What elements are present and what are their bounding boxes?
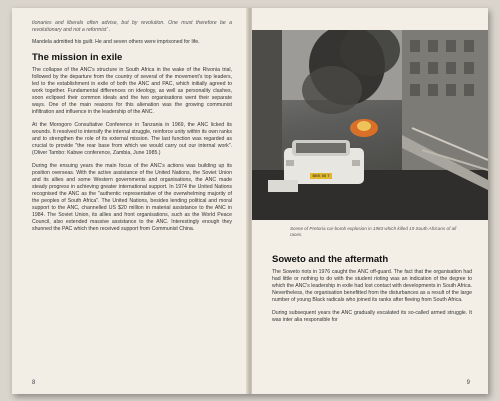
intro-quote: tionaries and liberals often advise, but by revolution. One must therefore be a revolutionary and not a reformist' . [32,20,232,33]
body-paragraph: The Soweto riots in 1976 caught the ANC off-guard. The fact that the organisation had had little or nothing to do with the student rioting was an indication of the degree to which the ANC's leadership in exile had lost contact with developments in South Africa. Nevertheless, the organisation benefitted from the disturbances as a result of the large number of young Black radicals who joined its ranks after fleeing from South Africa. [272,269,472,303]
body-paragraph: During the ensuing years the main focus of the ANC's actions was building up its position overseas. With the active assistance of the United Nations, the Soviet Union and its allies and some Western governments and organisations, the ANC made steady progress in achieving greater international support. In 1974 the United Nations recognised the ANC as the "authentic representative of the overwhelming majority of the peoples of South Africa". The United Nations, besides lending political and moral support to the ANC, channelled US $20 million in material assistance to the ANC in 1984. The Soviet Union, its allies and front organisations, such as the World Peace Council, also extended massive assistance to the ANC. Interestingly enough they shunned the PAC which then received support from Communist China. [32,163,232,232]
license-plate: BBS 55 T [312,173,330,178]
page-number: 9 [466,380,470,386]
right-page [252,8,488,394]
left-page [12,8,248,394]
section-heading-mission-in-exile: The mission in exile [32,52,123,63]
left-text-column [32,20,232,233]
mandela-paragraph: Mandela admitted his guilt. He and seven others were imprisoned for life. [32,39,200,45]
page-number: 8 [32,380,36,386]
body-paragraph: At the Morogoro Consultative Conference in Tanzania in 1969, the ANC licked its wounds. It resolved to intensify the internal struggle, reinforce unity within its own ranks and to strengthen the role of its external mission. The last function was regarded as crucial to provide "the rear base from which we would carry out our internal work". (Oliver Tambo: Kabwe conference, Zambia, June 1985.) [32,122,232,156]
photo-scene [252,30,488,220]
photo-caption: Scene of Pretoria car-bomb explosion in 1983 which killed 19 South Africans of all races. [290,226,457,237]
body-paragraph: During subsequent years the ANC gradually escalated its so-called armed struggle. It was inter alia responsible for [272,310,472,323]
open-book-spread [12,8,488,394]
section-heading-soweto: Soweto and the aftermath [272,254,389,265]
right-text-column [272,254,472,324]
car-bomb-photograph [252,30,488,220]
body-paragraph: The collapse of the ANC's structure in South Africa in the wake of the Rivonia trial, followed by the departure from the country of several of the movement's top leaders, led to the establishment in exile of both the ANC and PAC, which initially agreed to work together. Fundamental differences on ideology, as well as personality clashes, soon eclipsed their common ideals and the two organisations went their separate ways. One of the main reasons for this alienation was the growing communist infiltration and influence in the leadership of the ANC. [32,67,232,115]
